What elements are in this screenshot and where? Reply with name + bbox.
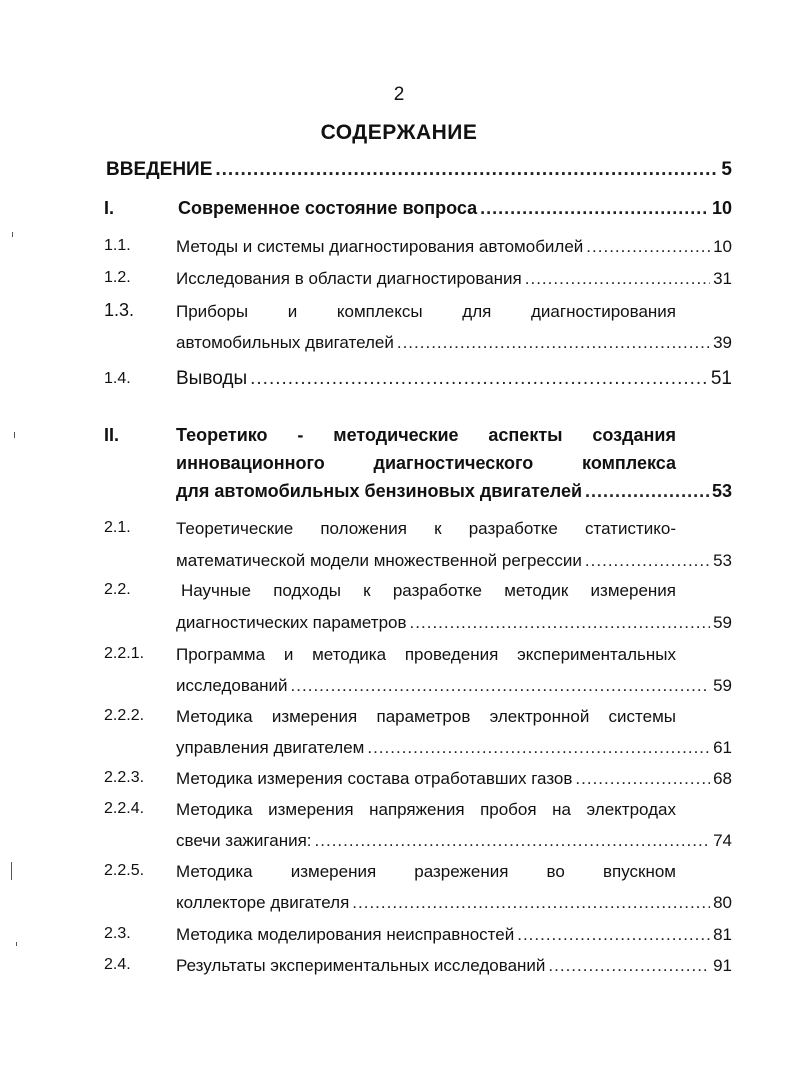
dot-leader: [410, 614, 711, 631]
toc-number: 1.2.: [104, 269, 131, 286]
toc-page-number: 39: [713, 333, 732, 352]
toc-entry-2-2: [176, 614, 732, 631]
dot-leader: [585, 482, 709, 500]
toc-entry-2-1-line1: Теоретические положения к разработке статистико-: [176, 519, 676, 538]
scan-mark: [16, 942, 17, 946]
toc-number: 2.2.1.: [104, 645, 145, 662]
dot-leader: [480, 199, 709, 217]
toc-entry-title: свечи зажигания:: [176, 831, 312, 850]
toc-page-number: 10: [711, 198, 732, 218]
dot-leader: [367, 739, 710, 756]
toc-number: 2.4.: [104, 956, 131, 973]
toc-entry-2-2-3: [176, 770, 732, 787]
toc-entry-1-1: [176, 238, 732, 255]
toc-entry-title: управления двигателем: [176, 738, 365, 757]
dot-leader: [517, 926, 710, 943]
toc-entry-title: Выводы: [176, 368, 248, 389]
toc-number: 2.1.: [104, 519, 131, 536]
toc-entry-2-2-5: [176, 894, 732, 911]
toc-page-number: 61: [713, 738, 732, 757]
dot-leader: [352, 894, 710, 911]
toc-entry-title: Современное состояние вопроса: [178, 198, 478, 218]
toc-entry-title: Методика моделирования неисправностей: [176, 925, 515, 944]
toc-entry-2-2-1-line1: Программа и методика проведения экспериментальных: [176, 645, 676, 664]
toc-number: II.: [104, 425, 120, 445]
toc-entry-2-2-4-line1: Методика измерения напряжения пробоя на электродах: [176, 800, 676, 819]
scan-mark: [12, 232, 13, 237]
dot-leader: [291, 677, 711, 694]
toc-entry-1-3-line1: Приборы и комплексы для диагностирования: [176, 302, 676, 321]
toc-entry-title: Методы и системы диагностирования автомобилей: [176, 237, 584, 256]
toc-page-number: 59: [713, 613, 732, 632]
toc-page-number: 74: [713, 831, 732, 850]
toc-entry-title: ВВЕДЕНИЕ: [106, 159, 213, 180]
toc-number: I.: [104, 198, 115, 218]
dot-leader: [397, 334, 710, 351]
toc-entry-1-4: [176, 369, 732, 388]
toc-page-number: 51: [710, 368, 732, 389]
toc-page-number: 53: [711, 481, 732, 501]
dot-leader: [586, 238, 710, 255]
toc-entry-2-2-2: [176, 739, 732, 756]
toc-page-number: 10: [713, 237, 732, 256]
page-title: СОДЕРЖАНИЕ: [320, 121, 478, 144]
toc-number: 2.2.3.: [104, 769, 145, 786]
toc-entry-chapter2: [176, 482, 732, 500]
toc-entry-2-2-5-line1: Методика измерения разрежения во впускном: [176, 862, 676, 881]
toc-entry-title: для автомобильных бензиновых двигателей: [176, 481, 583, 501]
page-number: 2: [393, 84, 405, 105]
scan-mark: [14, 432, 15, 438]
toc-number: 2.2.: [104, 581, 131, 598]
toc-entry-intro: [106, 160, 732, 179]
toc-entry-title: Исследования в области диагностирования: [176, 269, 522, 288]
toc-entry-2-2-2-line1: Методика измерения параметров электронной системы: [176, 707, 676, 726]
toc-entry-1-2: [176, 270, 732, 287]
toc-entry-title: диагностических параметров: [176, 613, 407, 632]
toc-entry-2-2-4: [176, 832, 732, 849]
toc-entry-title: математической модели множественной регрессии: [176, 551, 582, 570]
scan-mark: [11, 862, 12, 880]
toc-entry-title: Результаты экспериментальных исследований: [176, 956, 546, 975]
dot-leader: [315, 832, 711, 849]
toc-entry-chapter1: [178, 199, 732, 217]
dot-leader: [215, 160, 718, 179]
toc-number: 2.3.: [104, 925, 131, 942]
toc-entry-2-1: [176, 552, 732, 569]
toc-page-number: 59: [713, 676, 732, 695]
toc-entry-2-3: [176, 926, 732, 943]
toc-entry-2-2-line1: Научные подходы к разработке методик измерения: [181, 581, 676, 600]
toc-number: 1.3.: [104, 300, 135, 320]
dot-leader: [548, 957, 710, 974]
toc-entry-1-3: [176, 334, 732, 351]
dot-leader: [250, 369, 708, 388]
dot-leader: [575, 770, 710, 787]
toc-number: 1.1.: [104, 237, 131, 254]
toc-entry-chapter2-line2: инновационного диагностического комплекса: [176, 453, 676, 473]
toc-page-number: 53: [713, 551, 732, 570]
toc-page-number: 5: [721, 159, 732, 180]
toc-entry-chapter2-line1: Теоретико - методические аспекты создания: [176, 425, 676, 445]
toc-page-number: 80: [713, 893, 732, 912]
toc-entry-title: коллекторе двигателя: [176, 893, 350, 912]
toc-entry-2-4: [176, 957, 732, 974]
toc-page-number: 91: [713, 956, 732, 975]
toc-entry-title: автомобильных двигателей: [176, 333, 394, 352]
toc-page-number: 31: [713, 269, 732, 288]
toc-entry-title: Методика измерения состава отработавших газов: [176, 769, 573, 788]
toc-number: 2.2.2.: [104, 707, 145, 724]
toc-number: 2.2.4.: [104, 800, 145, 817]
toc-number: 1.4.: [104, 370, 131, 387]
toc-entry-2-2-1: [176, 677, 732, 694]
dot-leader: [585, 552, 710, 569]
toc-page-number: 68: [713, 769, 732, 788]
toc-page-number: 81: [713, 925, 732, 944]
toc-entry-title: исследований: [176, 676, 288, 695]
toc-number: 2.2.5.: [104, 862, 145, 879]
dot-leader: [525, 270, 710, 287]
